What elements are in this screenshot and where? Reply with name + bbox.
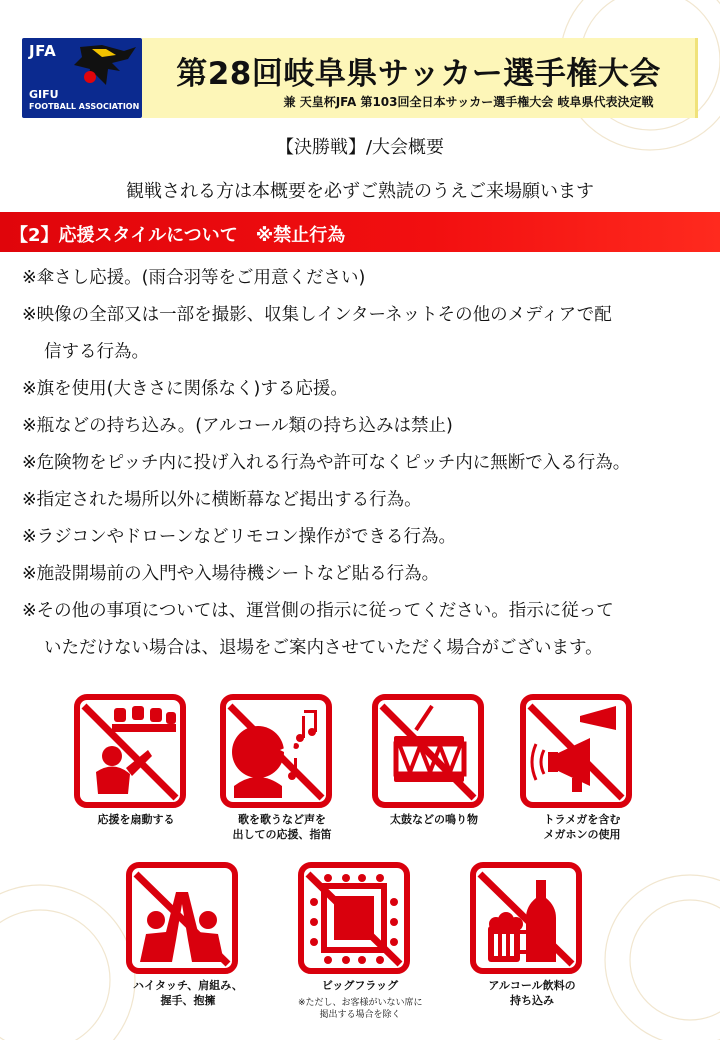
icon-card-cheering xyxy=(74,694,198,827)
icon-card-alcohol xyxy=(470,862,594,1008)
icon-caption: 応援を扇動する xyxy=(97,813,175,826)
section-label: 【決勝戦】/大会概要 xyxy=(275,137,445,158)
no-alcohol-icon xyxy=(470,862,582,974)
no-singing-icon xyxy=(220,694,332,808)
icon-caption: 太鼓などの鳴り物 xyxy=(390,813,478,826)
icon-card-singing xyxy=(220,694,344,842)
icon-caption-note: 掲出する場合を除く xyxy=(319,1010,401,1020)
list-item: ※その他の事項については、運営側の指示に従ってください。指示に従って xyxy=(22,601,614,621)
no-high-five-icon xyxy=(126,862,238,974)
icon-caption: 歌を歌うなど声を xyxy=(238,813,326,826)
crow-emblem-icon xyxy=(62,41,140,89)
list-item: ※旗を使用(大きさに関係なく)する応援。 xyxy=(22,379,348,399)
icon-caption: 出しての応援、指笛 xyxy=(232,828,332,841)
icon-caption-note: ※ただし、お客様がいない席に xyxy=(298,998,423,1008)
icon-caption: ビッグフラッグ xyxy=(321,979,399,992)
prohibited-acts-list xyxy=(22,260,720,667)
icon-card-big-flag xyxy=(298,862,422,1021)
list-item: ※瓶などの持ち込み。(アルコール類の持ち込みは禁止) xyxy=(22,416,453,436)
icon-caption: 持ち込み xyxy=(510,994,554,1007)
list-item: ※危険物をピッチ内に投げ入れる行為や許可なくピッチ内に無断で入る行為。 xyxy=(22,453,631,473)
icon-caption: メガホンの使用 xyxy=(543,828,621,841)
icon-card-drum xyxy=(372,694,496,827)
icon-card-megaphone xyxy=(520,694,644,842)
no-cheering-icon xyxy=(74,694,186,808)
page-subtitle: 兼 天皇杯JFA 第103回全日本サッカー選手権大会 岐阜県代表決定戦 xyxy=(283,95,654,109)
list-item: 信する行為。 xyxy=(44,342,149,362)
icon-caption: アルコール飲料の xyxy=(488,979,576,992)
icon-card-high-five xyxy=(126,862,250,1008)
logo-jfa-text: JFA xyxy=(29,42,57,60)
list-item: ※ラジコンやドローンなどリモコン操作ができる行為。 xyxy=(22,527,456,547)
list-item: ※映像の全部又は一部を撮影、収集しインターネットその他のメディアで配 xyxy=(22,305,612,325)
title-banner xyxy=(142,38,698,118)
section-banner xyxy=(0,212,720,252)
notice-text: 観戦される方は本概要を必ずご熟読のうえご来場願います xyxy=(126,181,594,202)
logo-gifu-text: GIFU xyxy=(29,88,59,101)
section-banner-text: 【2】応援スタイルについて ※禁止行為 xyxy=(10,225,346,246)
list-item: ※指定された場所以外に横断幕など掲出する行為。 xyxy=(22,490,422,510)
list-item: ※施設開場前の入門や入場待機シートなど貼る行為。 xyxy=(22,564,440,584)
list-item: いただけない場合は、退場をご案内させていただく場合がございます。 xyxy=(44,638,603,658)
no-drum-icon xyxy=(372,694,484,808)
jfa-gifu-logo xyxy=(22,38,142,118)
page-title: 第28回岐阜県サッカー選手権大会 xyxy=(176,56,661,92)
icon-caption: 握手、抱擁 xyxy=(160,994,216,1007)
no-big-flag-icon xyxy=(298,862,410,974)
logo-association-text: FOOTBALL ASSOCIATION xyxy=(29,102,140,111)
icon-caption: ハイタッチ、肩組み、 xyxy=(133,979,243,992)
list-item: ※傘さし応援。(雨合羽等をご用意ください) xyxy=(22,268,366,288)
no-megaphone-icon xyxy=(520,694,632,808)
icon-caption: トラメガを含む xyxy=(543,813,621,826)
